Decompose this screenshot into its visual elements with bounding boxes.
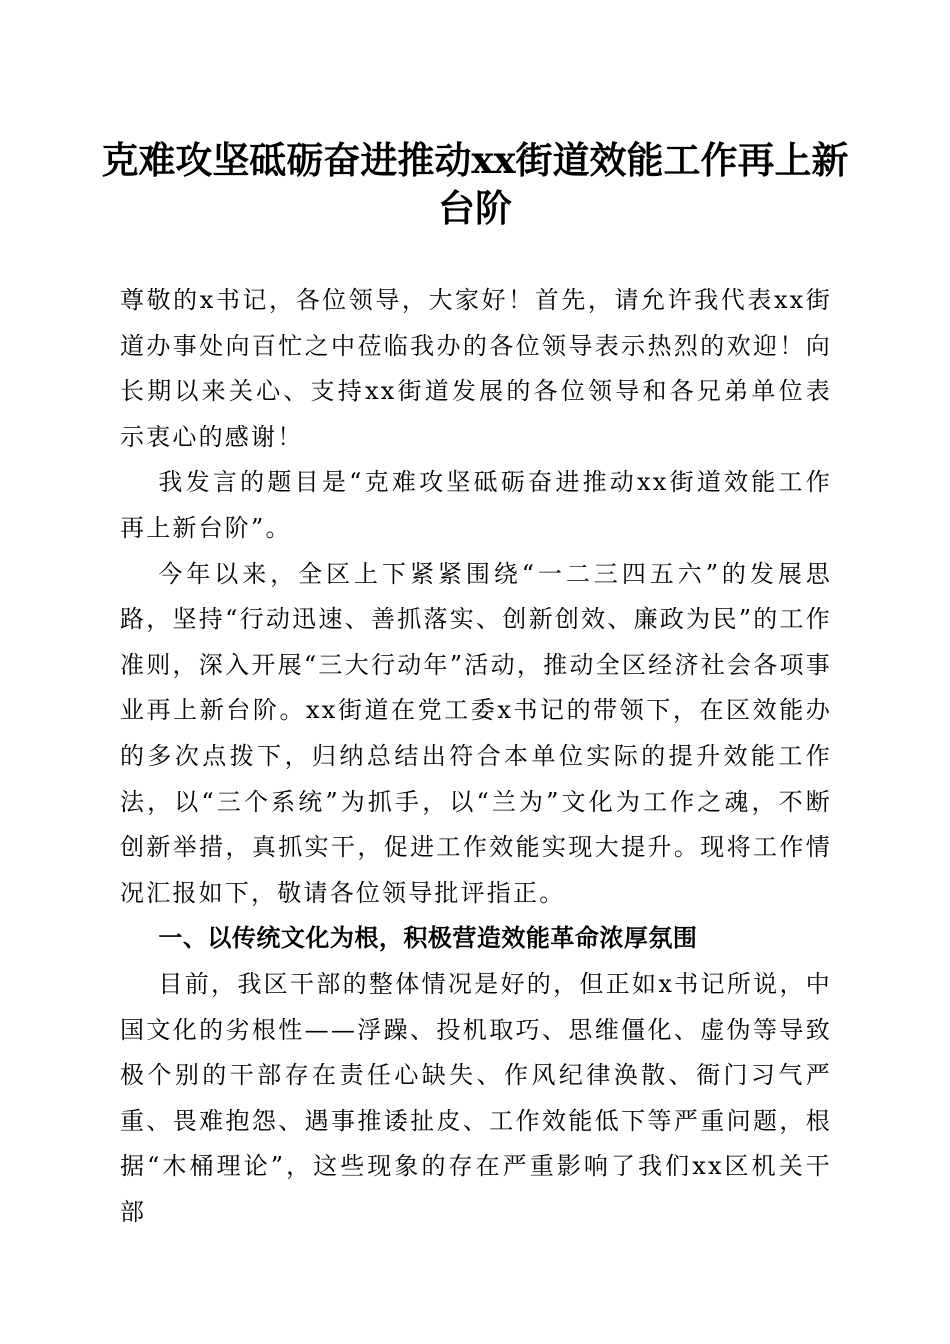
paragraph-overview: 今年以来，全区上下紧紧围绕“一二三四五六”的发展思路，坚持“行动迅速、善抓落实、创新创效、廉政为民”的工作准则，深入开展“三大行动年”活动，推动全区经济社会各项事业再上新台阶。xx街道在党工委x书记的带领下，在区效能办的多次点拨下，归纳总结出符合本单位实际的提升效能工作法，以“三个系统”为抓手，以“兰为”文化为工作之魂，不断创新举措，真抓实干，促进工作效能实现大提升。现将工作情况汇报如下，敬请各位领导批评指正。 (120, 559, 832, 907)
section-heading: 一、以传统文化为根，积极营造效能革命浓厚氛围 (158, 924, 698, 953)
paragraph-greeting: 尊敬的x书记，各位领导，大家好！首先，请允许我代表xx街道办事处向百忙之中莅临我办的各位领导表示热烈的欢迎！向长期以来关心、支持xx街道发展的各位领导和各兄弟单位表示衷心的感谢！ (120, 286, 832, 451)
document-title: 克难攻坚砥砺奋进推动xx街道效能工作再上新台阶 (101, 138, 849, 230)
paragraph-section-one: 目前，我区干部的整体情况是好的，但正如x书记所说，中国文化的劣根性——浮躁、投机取巧、思维僵化、虚伪等导致极个别的干部存在责任心缺失、作风纪律涣散、衙门习气严重、畏难抱怨、遇事推诿扯皮、工作效能低下等严重问题，根据“木桶理论”，这些现象的存在严重影响了我们xx区机关干部 (120, 969, 832, 1226)
document-body (120, 278, 832, 1235)
paragraph-topic: 我发言的题目是“克难攻坚砥砺奋进推动xx街道效能工作再上新台阶”。 (120, 468, 832, 542)
